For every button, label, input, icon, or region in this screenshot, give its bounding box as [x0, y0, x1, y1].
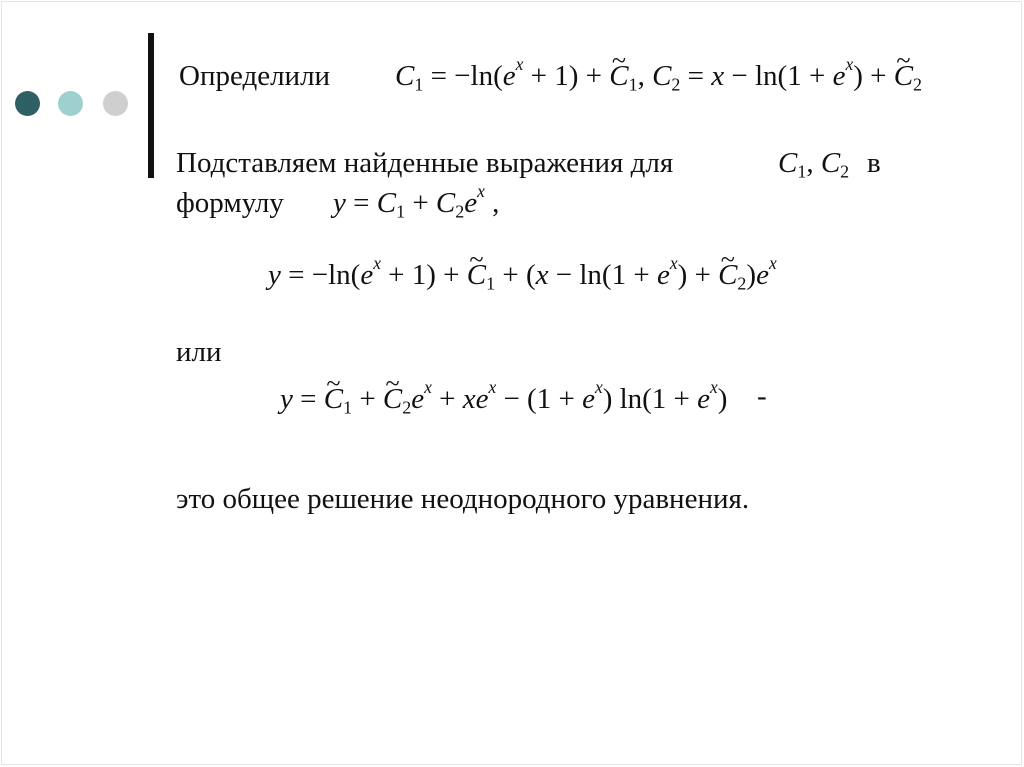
- dash-mark: -: [757, 380, 767, 412]
- bullet-dot-dark: [15, 91, 40, 116]
- formula-c1c2-definition: $C_1 = -\ln(e^x + 1)$ + ~ $C_1$, $C_2 = x - \ln(1 + e^x)$ + ~ $C_2$: [395, 60, 922, 93]
- or-word: или: [176, 336, 222, 368]
- formula-final: y = ~ $C_1$ + ~ $C_2e^x + xe^x - (1 + e^x) \ln(1 + e^x)$: [280, 383, 727, 416]
- conclusion-text: это общее решение неоднородного уравнения.: [176, 483, 750, 515]
- formula-general-form: $y = C_1 + C_2e^x$ ,: [333, 181, 500, 222]
- formula-substituted: $y = -\ln(e^x + 1)$ + ~ $C_1 + (x - \ln(1 + e^x)$ + ~ $C_2)e^x$: [268, 259, 777, 292]
- defined-label: Определили: [179, 60, 331, 92]
- bullet-dot-gray: [103, 91, 128, 116]
- vertical-accent-bar: [148, 33, 154, 178]
- formula-c1c2: $C_1$, $C_2$: [778, 147, 850, 182]
- in-word: в: [867, 147, 881, 179]
- formula-word: формулу: [176, 187, 284, 219]
- substitute-text: Подставляем найденные выражения для: [176, 147, 674, 179]
- bullet-dot-teal: [58, 91, 83, 116]
